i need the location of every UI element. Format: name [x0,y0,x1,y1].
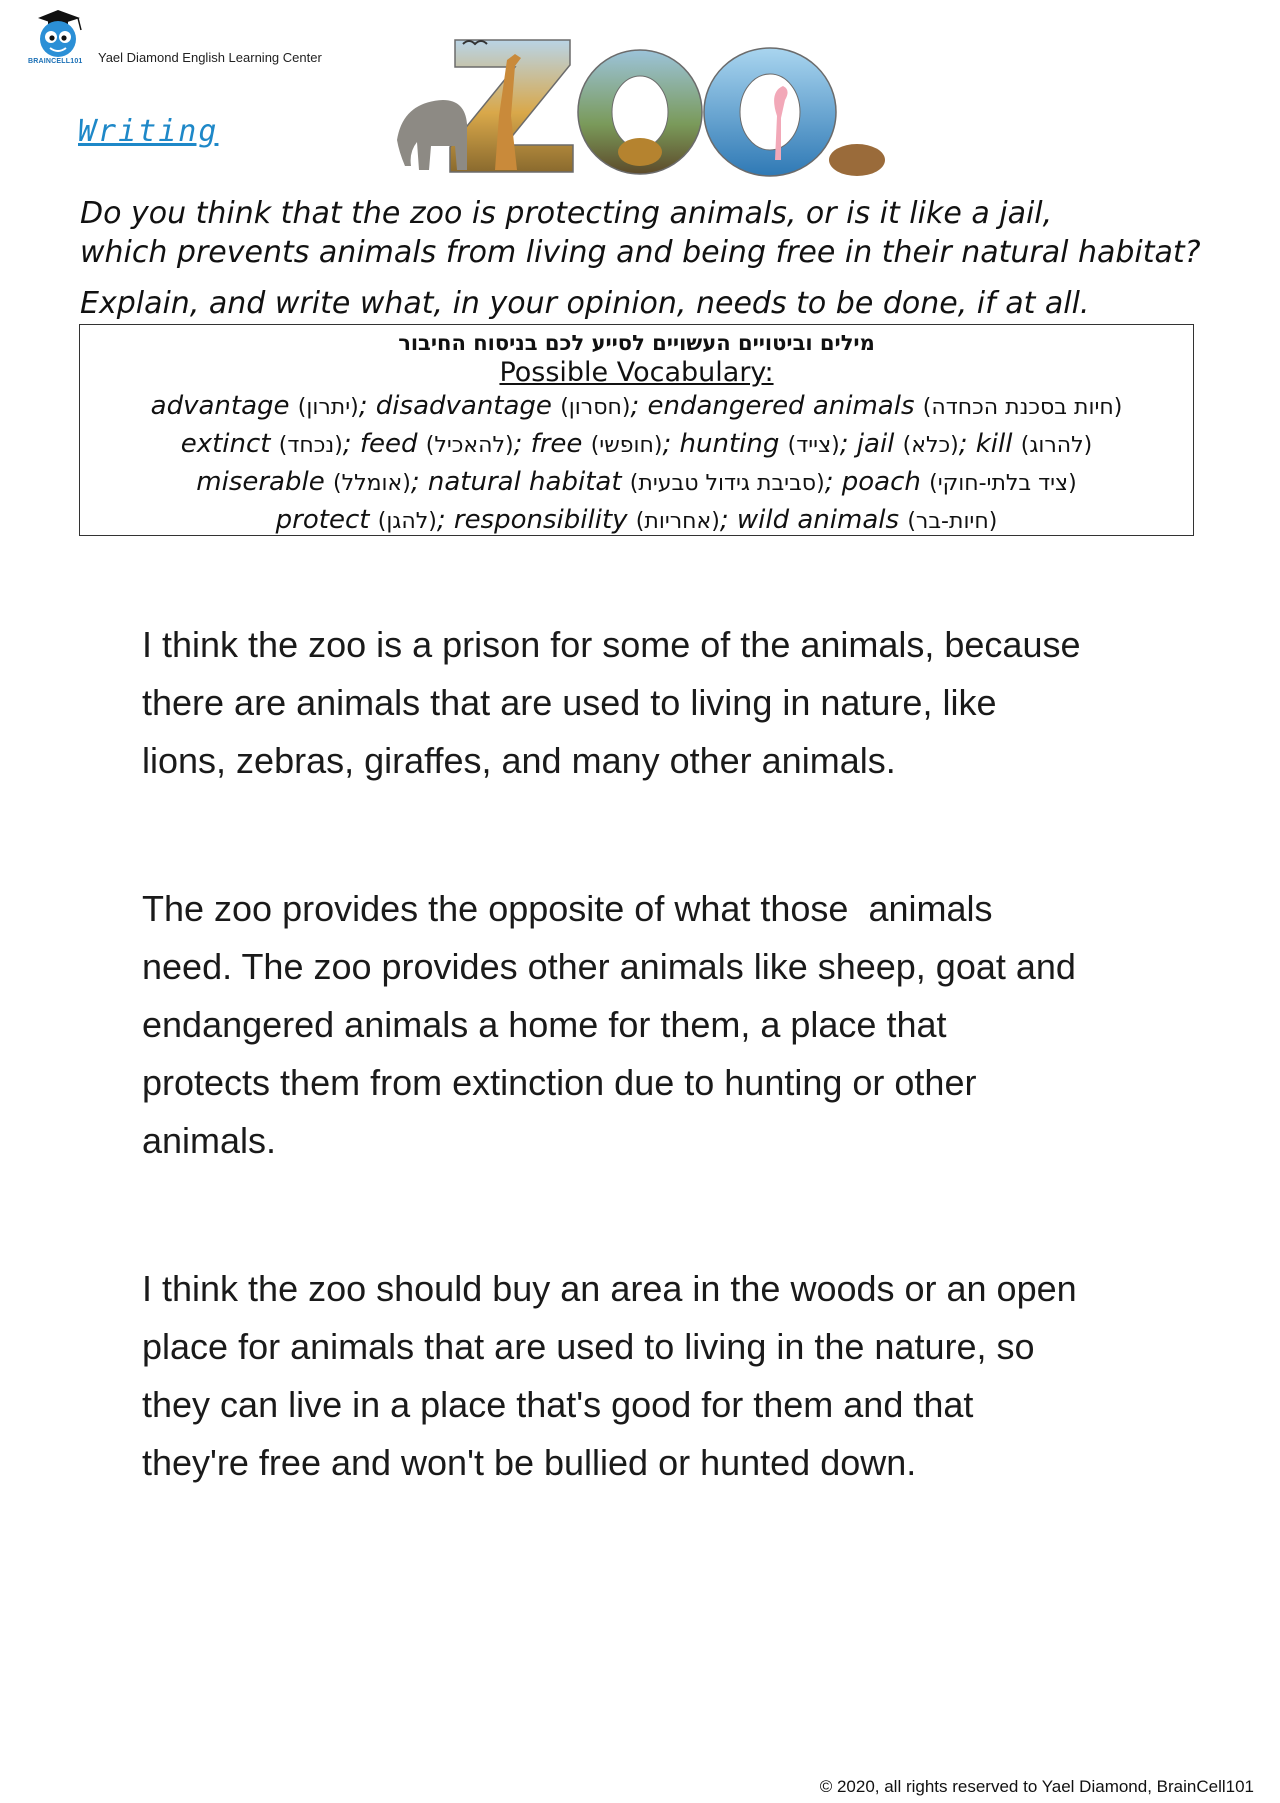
answer-line: protects them from extinction due to hunting or other [142,1062,977,1103]
prompt-line: which prevents animals from living and being free in their natural habitat? [80,235,1201,270]
vocabulary-hebrew-heading: מילים וביטויים העשויים לסייע לכם בניסוח החיבור [398,331,875,355]
answer-line: endangered animals a home for them, a place that [142,1004,947,1045]
vocab-translation: (להגן) [377,509,437,534]
vocab-term: free [530,429,583,459]
vocab-translation: (להאכיל) [425,433,514,458]
vocab-translation: (ציד בלתי-חוקי) [929,471,1077,496]
vocab-term: kill [975,429,1013,459]
vocab-term: wild animals [736,505,900,535]
vocab-translation: (חסרון) [560,395,631,420]
vocab-translation: (אחריות) [635,509,720,534]
answer-line: I think the zoo should buy an area in the woods or an open [142,1268,1077,1309]
answer-line: I think the zoo is a prison for some of the animals, because [142,624,1081,665]
vocabulary-box [79,324,1194,536]
vocab-term: advantage [150,391,290,421]
prompt-line: Explain, and write what, in your opinion, needs to be done, if at all. [80,286,1090,321]
writing-prompt [80,194,1240,323]
vocab-term: hunting [679,429,780,459]
answer-line: lions, zebras, giraffes, and many other animals. [142,740,896,781]
vocab-term: protect [275,505,370,535]
vocab-translation: (יתרון) [297,395,359,420]
vocab-term: miserable [196,467,325,497]
answer-line: animals. [142,1120,277,1161]
vocab-term: feed [359,429,418,459]
answer-paragraph-3 [142,1260,1182,1492]
vocab-term: responsibility [453,505,628,535]
vocab-term: extinct [180,429,271,459]
answer-line: place for animals that are used to living in the nature, so [142,1326,1035,1367]
vocab-term: jail [856,429,895,459]
vocab-translation: (חיות-בר) [907,509,998,534]
answer-line: need. The zoo provides other animals like sheep, goat and [142,946,1076,987]
vocab-translation: (נכחד) [278,433,343,458]
answer-line: The zoo provides the opposite of what those animals [142,888,993,929]
vocabulary-line: extinct (נכחד); feed (להאכיל); free (חופשי); hunting (צייד); jail (כלא); kill (להרוג) [180,429,1093,459]
copyright-footer: © 2020, all rights reserved to Yael Diamond, BrainCell101 [819,1777,1254,1796]
vocab-translation: (להרוג) [1020,433,1093,458]
vocab-translation: (סביבת גידול טבעית) [629,471,825,496]
vocab-term: endangered animals [647,391,915,421]
vocab-translation: (חופשי) [590,433,663,458]
vocab-translation: (כלא) [902,433,959,458]
brand-logo [28,6,348,70]
answer-line: there are animals that are used to living in nature, like [142,682,997,723]
vocab-translation: (אומלל) [332,471,411,496]
vocabulary-line: miserable (אומלל); natural habitat (סביבת גידול טבעית); poach (ציד בלתי-חוקי) [196,467,1077,497]
vocab-term: poach [841,467,921,497]
answer-line: they can live in a place that's good for them and that [142,1384,974,1425]
vocab-term: disadvantage [375,391,552,421]
vocab-translation: (צייד) [787,433,840,458]
zoo-title-illustration [395,20,895,182]
vocabulary-title: Possible Vocabulary: [499,357,774,388]
prompt-line: Do you think that the zoo is protecting animals, or is it like a jail, [80,196,1053,231]
center-name: Yael Diamond English Learning Center [98,50,322,65]
brand-name: BRAINCELL101 [28,58,83,65]
answer-line: they're free and won't be bullied or hunted down. [142,1442,917,1483]
answer-paragraph-1 [142,616,1182,790]
vocabulary-line: protect (להגן); responsibility (אחריות); wild animals (חיות-בר) [275,505,998,535]
section-title: Writing [78,114,219,149]
answer-paragraph-2 [142,880,1182,1170]
vocab-term: natural habitat [427,467,622,497]
vocab-translation: (חיות בסכנת הכחדה) [922,395,1123,420]
vocabulary-line: advantage (יתרון); disadvantage (חסרון); endangered animals (חיות בסכנת הכחדה) [150,391,1123,421]
